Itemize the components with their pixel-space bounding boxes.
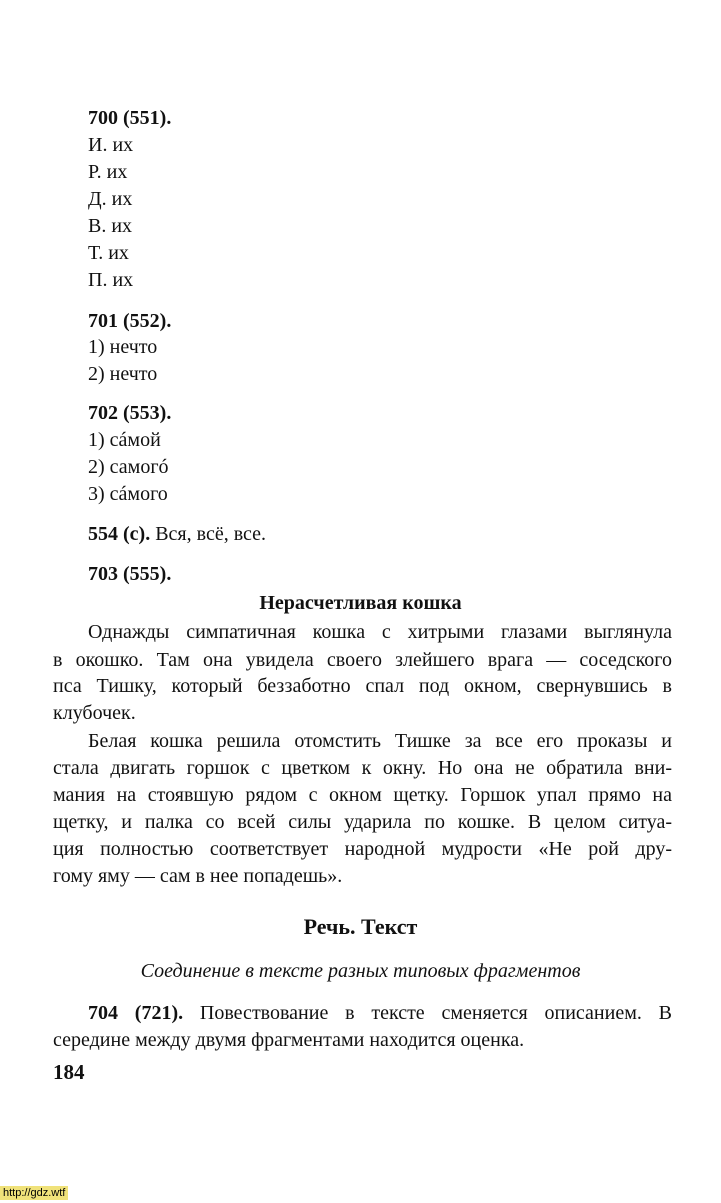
exercise-heading: 704 (721). (88, 1002, 184, 1024)
paragraph-line: клубочек. (53, 702, 136, 724)
paragraph-line: ция полностью соответствует народной мудрости «Не рой дру- (53, 838, 672, 860)
paragraph-line: гому яму — сам в нее попадешь». (53, 865, 343, 887)
paragraph-line: щетку, и палка со всей силы ударила по кошке. В целом ситуа- (53, 811, 672, 833)
case-line: И. их (88, 134, 134, 156)
paragraph-line (88, 1000, 672, 1026)
paragraph-line: Однажды симпатичная кошка с хитрыми глазами выглянула (88, 621, 672, 643)
case-line: Т. их (88, 242, 129, 264)
page-number: 184 (53, 1060, 85, 1084)
paragraph-line: мания на стоявшую рядом с окном щетку. Горшок упал прямо на (53, 784, 672, 806)
story-title: Нерасчетливая кошка (259, 592, 462, 614)
watermark-link[interactable]: http://gdz.wtf (0, 1186, 68, 1200)
paragraph-line: стала двигать горшок с цветком к окну. Но она не обратила вни- (53, 757, 672, 779)
answer-line: 1) нечто (88, 336, 158, 358)
exercise-heading: 703 (555). (88, 563, 172, 585)
exercise-heading: 554 (с). (88, 523, 151, 545)
case-line: П. их (88, 269, 134, 291)
exercise-heading: 700 (551). (88, 107, 172, 129)
answer-line: 2) нечто (88, 363, 158, 385)
exercise-heading: 702 (553). (88, 402, 172, 424)
paragraph-text: Повествование в тексте сменяется описанием. В (183, 1002, 672, 1024)
exercise-heading: 701 (552). (88, 310, 172, 332)
exercise-554 (88, 521, 266, 547)
answer-line: 3) сáмого (88, 483, 168, 505)
answer-line: 2) самогó (88, 456, 169, 478)
section-title: Речь. Текст (303, 914, 418, 939)
case-line: Д. их (88, 188, 133, 210)
case-line: Р. их (88, 161, 128, 183)
paragraph-line: середине между двумя фрагментами находится оценка. (53, 1029, 525, 1051)
answer-text: Вся, всё, все. (150, 523, 267, 545)
section-subtitle: Соединение в тексте разных типовых фрагментов (140, 960, 581, 982)
paragraph-line: в окошко. Там она увидела своего злейшего врага — соседского (53, 649, 672, 671)
case-line: В. их (88, 215, 133, 237)
answer-line: 1) сáмой (88, 429, 161, 451)
paragraph-line: Белая кошка решила отомстить Тишке за все его проказы и (88, 730, 672, 752)
paragraph-line: пса Тишку, который беззаботно спал под окном, свернувшись в (53, 675, 672, 697)
